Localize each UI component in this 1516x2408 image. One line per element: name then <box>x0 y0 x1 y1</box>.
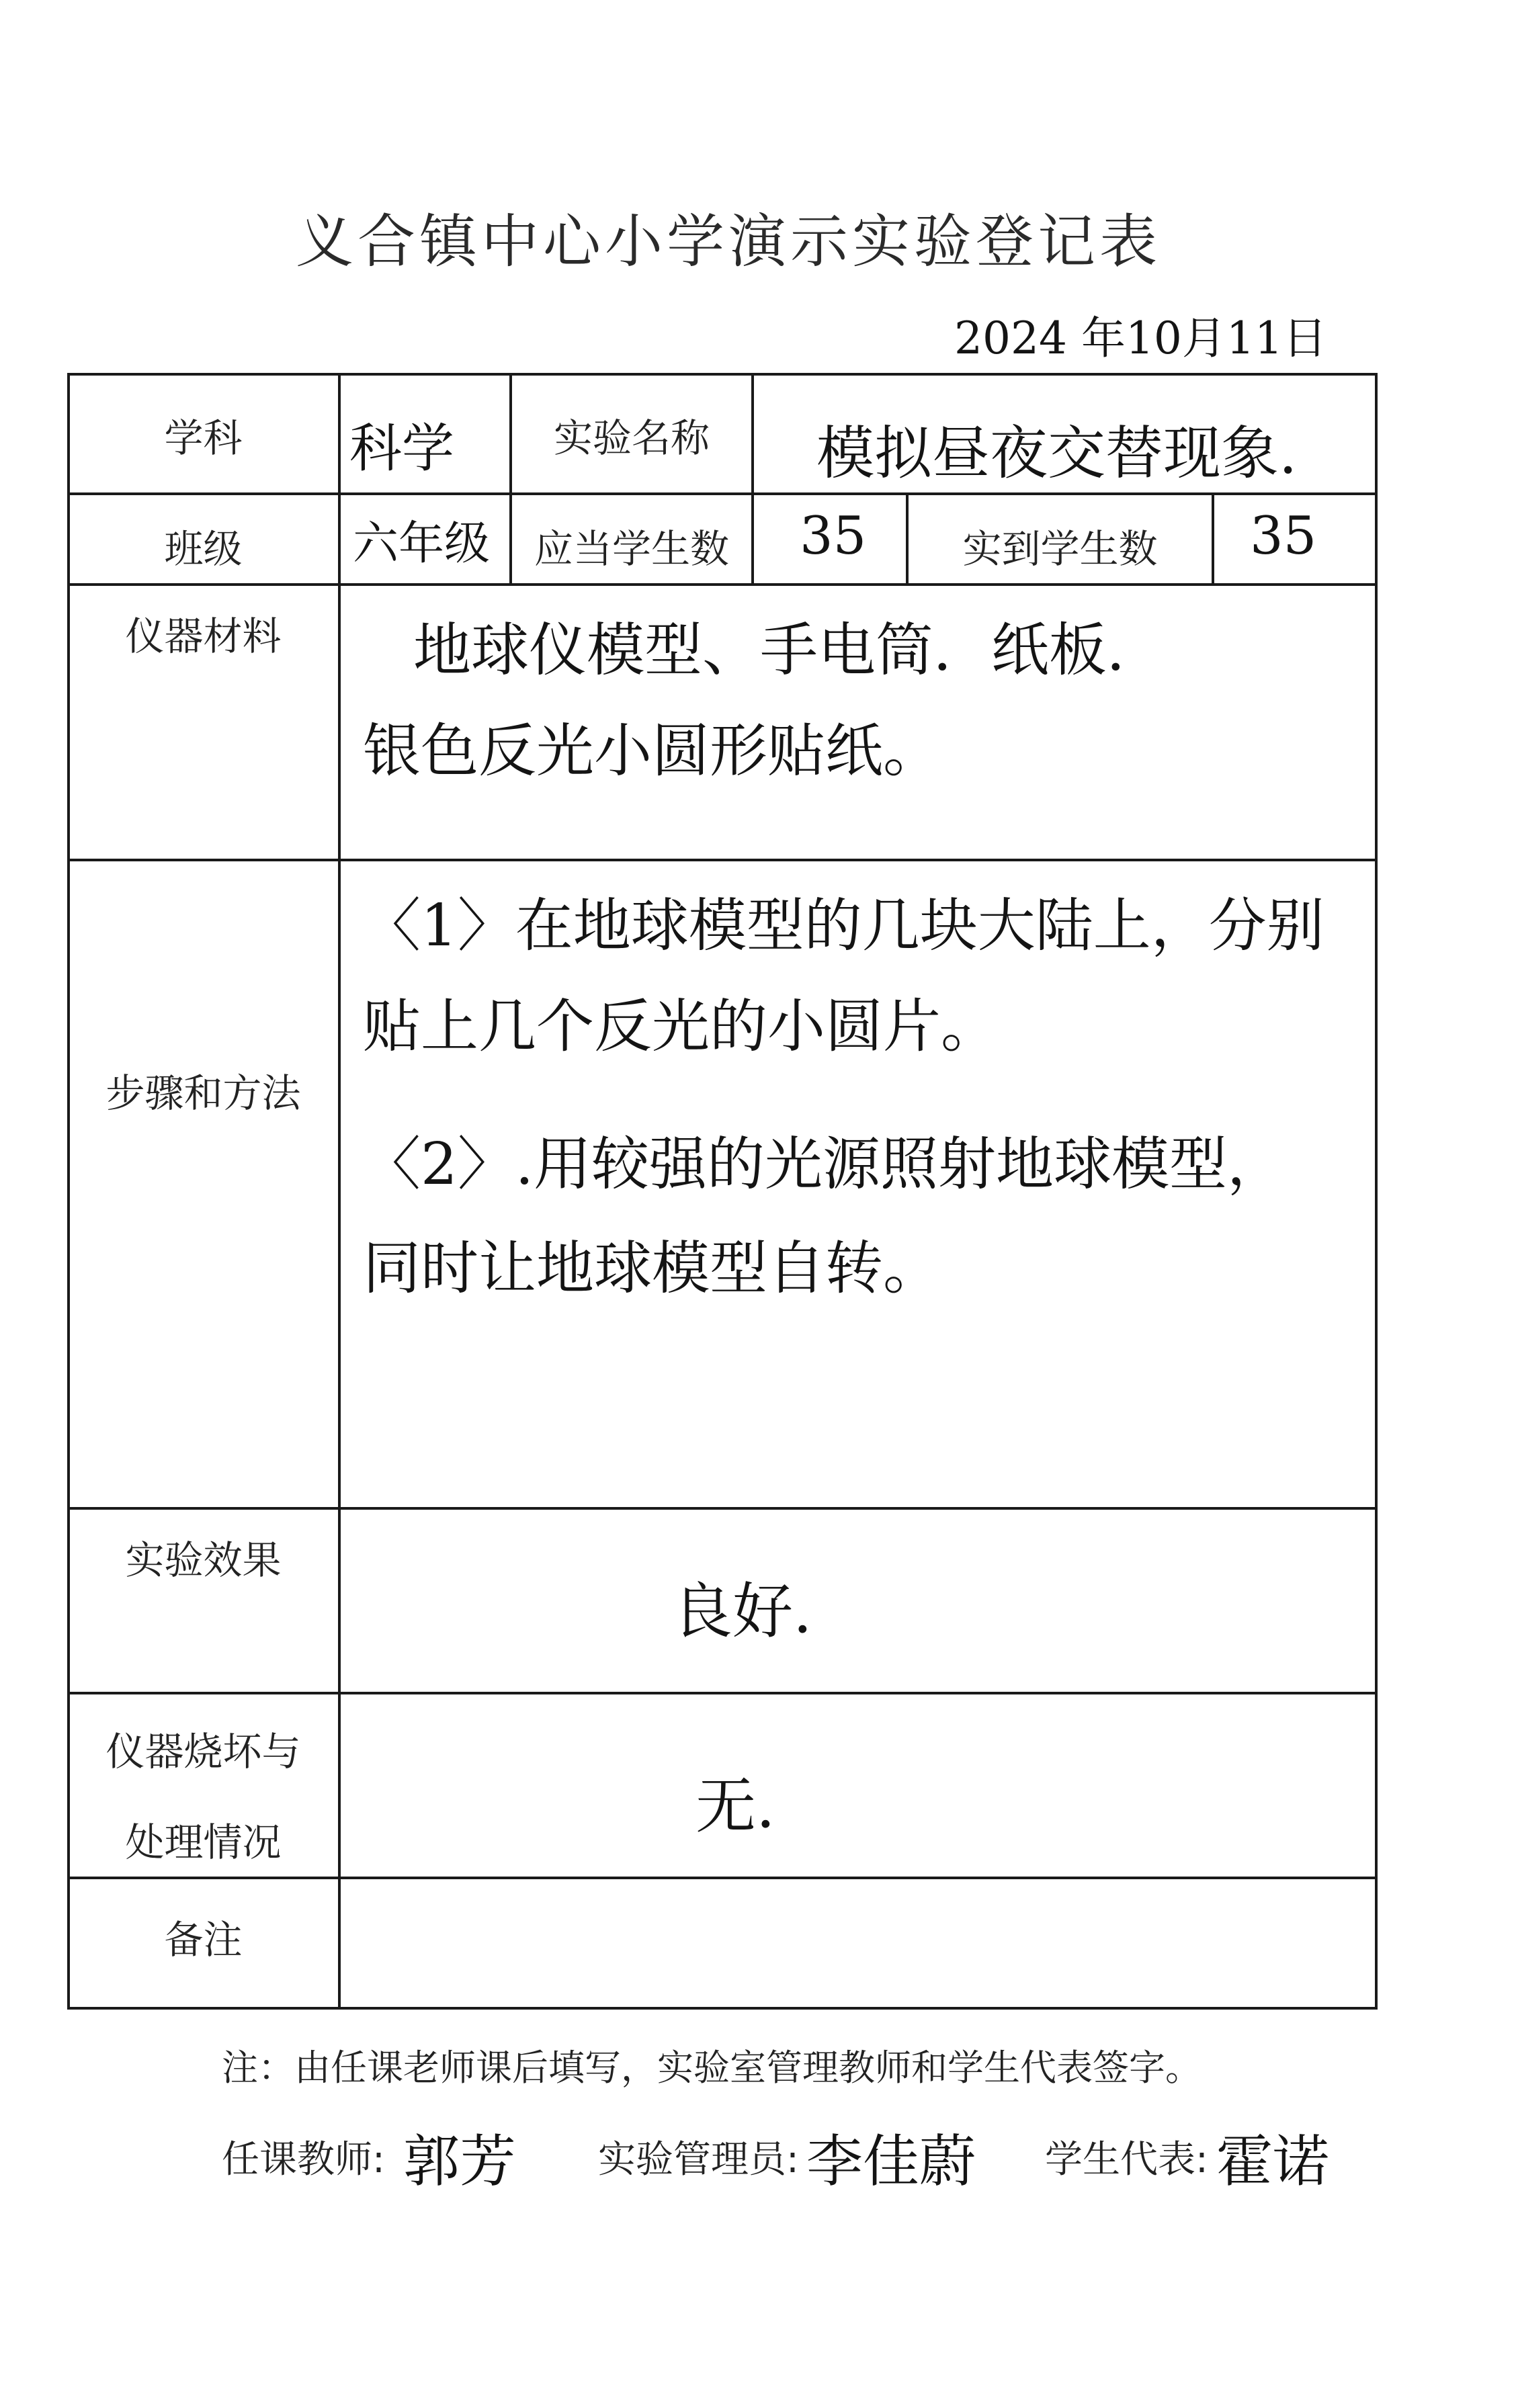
steps-line: 贴上几个反光的小圆片。 <box>363 993 999 1060</box>
steps-line: 〈2〉.用较强的光源照射地球模型， <box>363 1131 1286 1198</box>
materials-line: 地球仪模型、手电筒．纸板． <box>413 617 1165 684</box>
effect-value: 良好. <box>672 1576 812 1647</box>
subject-label: 学科 <box>164 415 243 461</box>
experiment-name-label: 实验名称 <box>553 415 710 461</box>
steps-line: 〈1〉在地球模型的几块大陆上，分别 <box>363 892 1324 959</box>
damage-value: 无. <box>696 1771 775 1842</box>
lab-admin-label: 实验管理员: <box>598 2138 799 2182</box>
registration-table <box>67 373 1378 2010</box>
experiment-name-value: 模拟昼夜交替现象. <box>816 420 1298 487</box>
steps-label: 步骤和方法 <box>106 1070 301 1116</box>
expected-students-value: 35 <box>800 506 867 566</box>
remarks-label: 备注 <box>164 1917 243 1963</box>
subject-value: 科学 <box>349 419 455 479</box>
class-label: 班级 <box>164 526 243 572</box>
class-value: 六年级 <box>353 517 491 570</box>
teacher-label: 任课教师: <box>222 2138 385 2182</box>
effect-label: 实验效果 <box>125 1537 282 1583</box>
student-rep-signature: 霍诺 <box>1216 2128 1330 2194</box>
expected-students-label: 应当学生数 <box>534 526 729 572</box>
damage-label-line1: 仪器烧坏与 <box>106 1729 301 1774</box>
materials-label: 仪器材料 <box>125 613 282 659</box>
document-title: 义合镇中心小学演示实验登记表 <box>296 208 1161 275</box>
record-date: 2024 年10月11日 <box>954 312 1327 364</box>
damage-label-line2: 处理情况 <box>125 1819 282 1865</box>
materials-line: 银色反光小圆形贴纸。 <box>363 718 941 785</box>
actual-students-label: 实到学生数 <box>962 526 1158 572</box>
steps-line: 同时让地球模型自转。 <box>363 1235 941 1302</box>
teacher-signature: 郭芳 <box>403 2128 517 2194</box>
actual-students-value: 35 <box>1250 506 1317 566</box>
student-rep-label: 学生代表: <box>1045 2138 1208 2182</box>
footer-note: 注：由任课老师课后填写，实验室管理教师和学生代表签字。 <box>222 2047 1202 2089</box>
lab-admin-signature: 李佳蔚 <box>806 2128 976 2194</box>
